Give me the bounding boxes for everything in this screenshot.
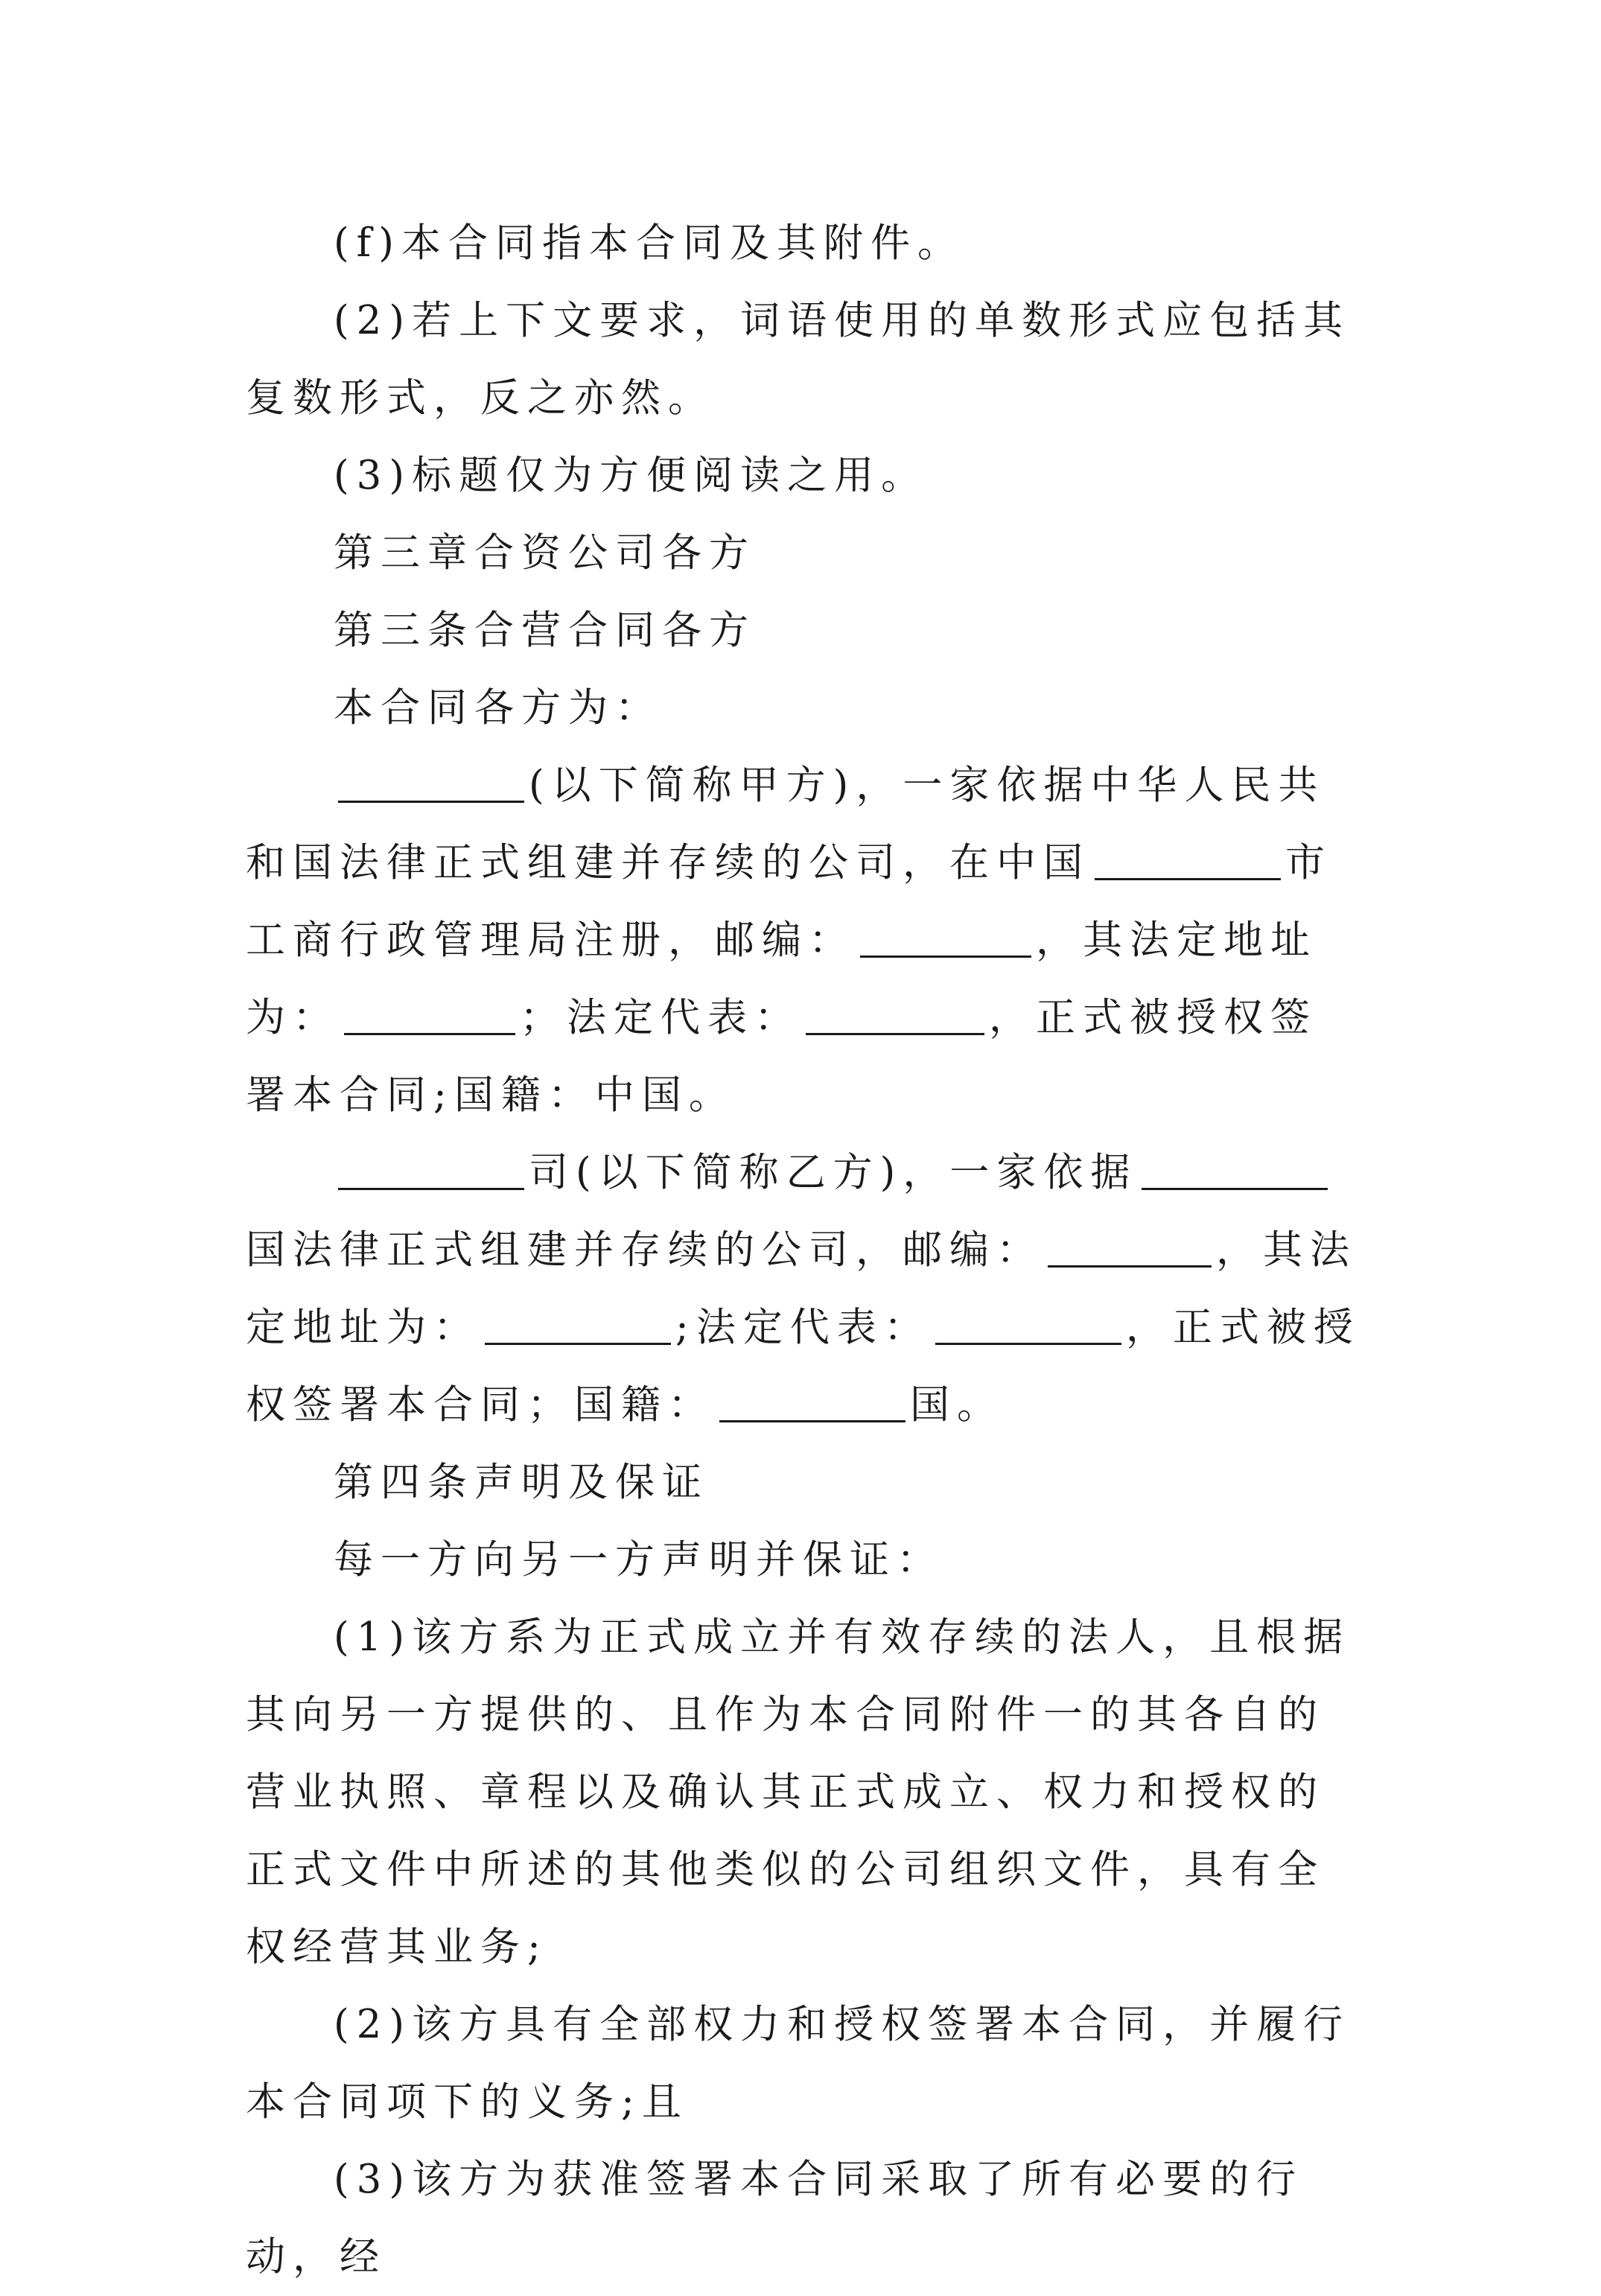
paragraph-singular-plural: (2)若上下文要求，词语使用的单数形式应包括其复数形式，反之亦然。 [246, 298, 1351, 421]
party-a-text-5: ，正式被授权签署本合同;国籍：中国。 [246, 995, 1317, 1118]
party-a-postcode-blank[interactable] [860, 914, 1031, 958]
document-body [246, 205, 1363, 2296]
party-b-paragraph [246, 1134, 1363, 1444]
party-a-name-blank[interactable] [338, 759, 524, 803]
paragraph-definition-f: (f)本合同指本合同及其附件。 [334, 220, 964, 266]
party-b-country-blank[interactable] [1142, 1146, 1328, 1190]
chapter-three-heading: 第三章合资公司各方 [334, 530, 756, 576]
party-b-address-blank[interactable] [485, 1301, 671, 1345]
party-b-name-blank[interactable] [338, 1146, 524, 1190]
parties-intro: 本合同各方为： [334, 685, 662, 731]
party-a-city-blank[interactable] [1095, 836, 1281, 880]
party-b-text-1: 司(以下简称乙方)，一家依据 [529, 1150, 1138, 1195]
warranty-intro: 每一方向另一方声明并保证： [334, 1537, 943, 1583]
party-a-address-blank[interactable] [344, 991, 515, 1035]
paragraph-headings: (3)标题仅为方便阅读之用。 [334, 453, 929, 498]
party-a-representative-blank[interactable] [806, 991, 984, 1035]
party-a-text-1: (以下简称甲方)，一家依据中华人民共和国法律正式组建并存续的公司，在中国 [246, 763, 1325, 885]
party-b-text-5: ，正式被授权签署本合同；国籍： [246, 1305, 1360, 1428]
party-b-nationality-blank[interactable] [719, 1378, 905, 1422]
party-a-text-3: ，其法定地址为： [246, 918, 1317, 1040]
party-b-text-6: 国。 [910, 1382, 1004, 1428]
party-a-text-2: 市工商行政管理局注册，邮编： [246, 840, 1332, 963]
article-three-heading: 第三条合营合同各方 [334, 608, 756, 653]
party-b-text-2: 国法律正式组建并存续的公司，邮编： [246, 1227, 1043, 1273]
party-b-text-3: ，其法定地址为： [246, 1227, 1357, 1350]
article-four-heading: 第四条声明及保证 [334, 1460, 709, 1505]
party-b-representative-blank[interactable] [935, 1301, 1121, 1345]
party-b-postcode-blank[interactable] [1048, 1224, 1212, 1268]
party-a-text-4: ；法定代表： [520, 995, 801, 1040]
warranty-item-1: (1)该方系为正式成立并有效存续的法人，且根据其向另一方提供的、且作为本合同附件一的其各自的营业执照、章程以及确认其正式成立、权力和授权的正式文件中所述的其他类似的公司组织文件，具有全权经营其业务; [246, 1615, 1351, 1970]
warranty-item-3: (3)该方为获准签署本合同采取了所有必要的行动，经 [246, 2157, 1304, 2280]
party-b-text-4: ;法定代表： [675, 1305, 931, 1350]
warranty-item-2: (2)该方具有全部权力和授权签署本合同，并履行本合同项下的义务;且 [246, 2002, 1351, 2125]
party-a-paragraph [246, 747, 1363, 1134]
